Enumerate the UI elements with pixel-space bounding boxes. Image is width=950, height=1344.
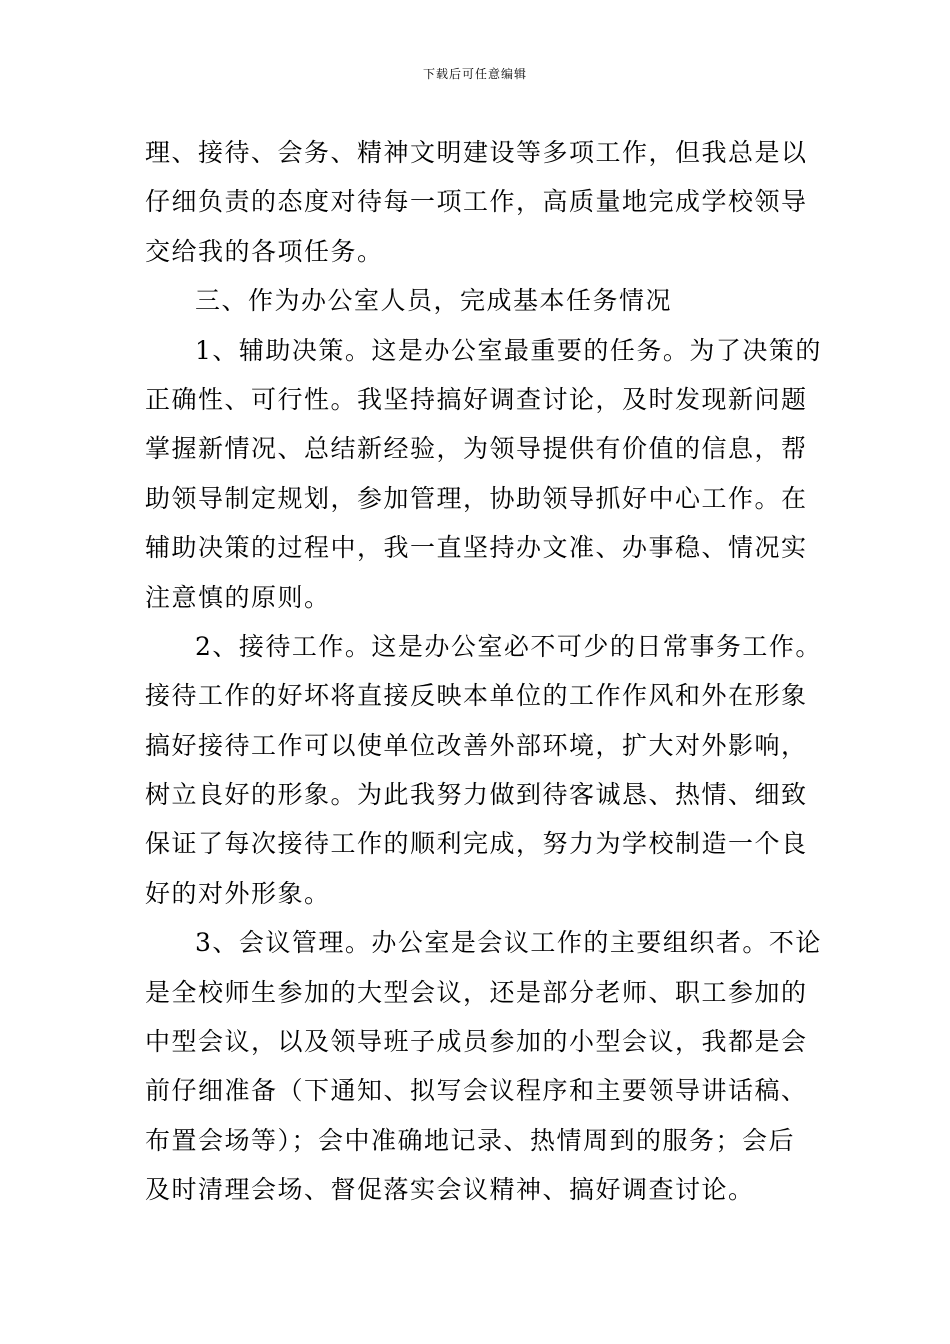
- document-body: [145, 128, 822, 1215]
- text-line: 好的对外形象。: [145, 878, 331, 908]
- text-line: 保证了每次接待工作的顺利完成，努力为学校制造一个良: [145, 829, 808, 859]
- text-line: 是全校师生参加的大型会议，还是部分老师、职工参加的: [145, 977, 808, 1007]
- text-line: 仔细负责的态度对待每一项工作，高质量地完成学校领导: [145, 187, 808, 217]
- page-header-note: 下载后可任意编辑: [422, 67, 527, 81]
- text-line: 交给我的各项任务。: [145, 236, 384, 266]
- text-line: 前仔细准备（下通知、拟写会议程序和主要领导讲话稿、: [145, 1076, 808, 1106]
- paragraph-start-reception: 2、接待工作。这是办公室必不可少的日常事务工作。: [195, 631, 822, 661]
- text-line: 布置会场等）；会中准确地记录、热情周到的服务；会后: [145, 1125, 796, 1155]
- paragraph-start-decision-support: 1、辅助决策。这是办公室最重要的任务。为了决策的: [195, 335, 822, 365]
- text-line: 注意慎的原则。: [145, 582, 331, 612]
- text-line: 理、接待、会务、精神文明建设等多项工作，但我总是以: [145, 138, 808, 167]
- text-line: 助领导制定规划，参加管理，协助领导抓好中心工作。在: [145, 483, 808, 513]
- paragraph-start-meeting-management: 3、会议管理。办公室是会议工作的主要组织者。不论: [195, 928, 822, 958]
- text-line: 辅助决策的过程中，我一直坚持办文准、办事稳、情况实: [145, 533, 808, 563]
- text-line: 接待工作的好坏将直接反映本单位的工作作风和外在形象: [145, 681, 808, 711]
- text-line: 搞好接待工作可以使单位改善外部环境，扩大对外影响，: [145, 730, 808, 760]
- text-line: 及时清理会场、督促落实会议精神、搞好调查讨论。: [145, 1175, 755, 1205]
- section-heading: 三、作为办公室人员，完成基本任务情况: [195, 286, 673, 316]
- text-line: 中型会议，以及领导班子成员参加的小型会议，我都是会: [145, 1027, 808, 1057]
- text-line: 正确性、可行性。我坚持搞好调查讨论，及时发现新问题: [145, 384, 808, 414]
- text-line: 树立良好的形象。为此我努力做到待客诚恳、热情、细致: [145, 780, 808, 810]
- text-line: 掌握新情况、总结新经验，为领导提供有价值的信息，帮: [145, 434, 808, 464]
